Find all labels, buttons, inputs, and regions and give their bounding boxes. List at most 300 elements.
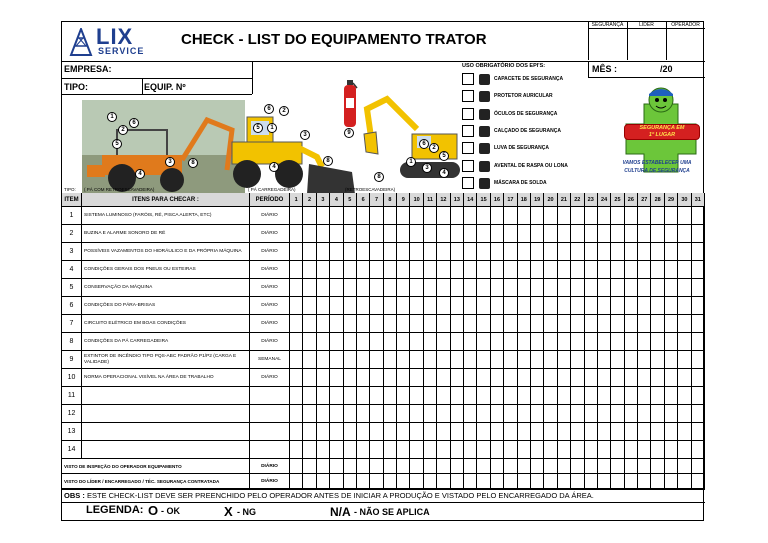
check-cell[interactable] [625, 261, 638, 279]
epi-checkbox[interactable] [462, 177, 474, 189]
check-cell[interactable] [638, 387, 651, 405]
check-cell[interactable] [598, 279, 611, 297]
visto-cell[interactable] [370, 459, 383, 474]
check-cell[interactable] [504, 405, 517, 423]
visto-cell[interactable] [357, 459, 370, 474]
check-cell[interactable] [678, 441, 691, 459]
visto-cell[interactable] [410, 459, 423, 474]
visto-cell[interactable] [290, 474, 303, 489]
visto-cell[interactable] [531, 459, 544, 474]
check-cell[interactable] [638, 351, 651, 369]
check-cell[interactable] [410, 279, 423, 297]
check-cell[interactable] [303, 351, 316, 369]
check-cell[interactable] [290, 225, 303, 243]
check-cell[interactable] [303, 423, 316, 441]
visto-cell[interactable] [344, 474, 357, 489]
check-cell[interactable] [424, 225, 437, 243]
check-cell[interactable] [290, 441, 303, 459]
check-cell[interactable] [357, 279, 370, 297]
check-cell[interactable] [598, 351, 611, 369]
check-cell[interactable] [598, 297, 611, 315]
check-cell[interactable] [571, 387, 584, 405]
check-cell[interactable] [451, 243, 464, 261]
check-cell[interactable] [558, 333, 571, 351]
check-cell[interactable] [651, 279, 664, 297]
check-cell[interactable] [424, 261, 437, 279]
visto-cell[interactable] [678, 459, 691, 474]
check-cell[interactable] [464, 387, 477, 405]
check-cell[interactable] [397, 243, 410, 261]
check-cell[interactable] [531, 297, 544, 315]
check-cell[interactable] [625, 207, 638, 225]
check-cell[interactable] [437, 387, 450, 405]
visto-cell[interactable] [451, 459, 464, 474]
check-cell[interactable] [638, 279, 651, 297]
check-cell[interactable] [290, 243, 303, 261]
check-cell[interactable] [571, 243, 584, 261]
check-cell[interactable] [451, 207, 464, 225]
check-cell[interactable] [410, 225, 423, 243]
check-cell[interactable] [625, 315, 638, 333]
check-cell[interactable] [651, 369, 664, 387]
visto-cell[interactable] [665, 474, 678, 489]
check-cell[interactable] [504, 243, 517, 261]
check-cell[interactable] [598, 261, 611, 279]
check-cell[interactable] [370, 297, 383, 315]
check-cell[interactable] [437, 279, 450, 297]
check-cell[interactable] [464, 207, 477, 225]
check-cell[interactable] [611, 207, 624, 225]
visto-cell[interactable] [692, 459, 705, 474]
check-cell[interactable] [464, 369, 477, 387]
check-cell[interactable] [531, 225, 544, 243]
check-cell[interactable] [531, 279, 544, 297]
check-cell[interactable] [384, 225, 397, 243]
visto-cell[interactable] [410, 474, 423, 489]
check-cell[interactable] [518, 261, 531, 279]
check-cell[interactable] [370, 369, 383, 387]
check-cell[interactable] [678, 243, 691, 261]
check-cell[interactable] [451, 279, 464, 297]
check-cell[interactable] [424, 207, 437, 225]
visto-cell[interactable] [558, 459, 571, 474]
check-cell[interactable] [518, 297, 531, 315]
check-cell[interactable] [451, 369, 464, 387]
visto-cell[interactable] [651, 474, 664, 489]
check-cell[interactable] [397, 423, 410, 441]
check-cell[interactable] [451, 387, 464, 405]
check-cell[interactable] [638, 423, 651, 441]
check-cell[interactable] [330, 387, 343, 405]
check-cell[interactable] [410, 441, 423, 459]
check-cell[interactable] [678, 279, 691, 297]
check-cell[interactable] [410, 405, 423, 423]
visto-cell[interactable] [625, 459, 638, 474]
check-cell[interactable] [585, 333, 598, 351]
check-cell[interactable] [665, 315, 678, 333]
check-cell[interactable] [692, 297, 705, 315]
check-cell[interactable] [571, 279, 584, 297]
check-cell[interactable] [558, 243, 571, 261]
check-cell[interactable] [290, 405, 303, 423]
check-cell[interactable] [317, 387, 330, 405]
check-cell[interactable] [357, 441, 370, 459]
check-cell[interactable] [303, 405, 316, 423]
visto-cell[interactable] [638, 459, 651, 474]
check-cell[interactable] [344, 441, 357, 459]
check-cell[interactable] [611, 369, 624, 387]
check-cell[interactable] [477, 261, 490, 279]
check-cell[interactable] [344, 423, 357, 441]
check-cell[interactable] [611, 333, 624, 351]
check-cell[interactable] [544, 243, 557, 261]
check-cell[interactable] [357, 387, 370, 405]
visto-cell[interactable] [370, 474, 383, 489]
check-cell[interactable] [357, 405, 370, 423]
check-cell[interactable] [598, 405, 611, 423]
visto-cell[interactable] [330, 459, 343, 474]
check-cell[interactable] [665, 441, 678, 459]
check-cell[interactable] [437, 315, 450, 333]
check-cell[interactable] [330, 333, 343, 351]
check-cell[interactable] [558, 207, 571, 225]
check-cell[interactable] [451, 261, 464, 279]
visto-cell[interactable] [317, 459, 330, 474]
check-cell[interactable] [357, 315, 370, 333]
check-cell[interactable] [464, 333, 477, 351]
check-cell[interactable] [330, 261, 343, 279]
check-cell[interactable] [518, 243, 531, 261]
check-cell[interactable] [651, 243, 664, 261]
check-cell[interactable] [303, 225, 316, 243]
check-cell[interactable] [638, 225, 651, 243]
check-cell[interactable] [678, 207, 691, 225]
check-cell[interactable] [384, 369, 397, 387]
check-cell[interactable] [477, 243, 490, 261]
check-cell[interactable] [585, 243, 598, 261]
visto-cell[interactable] [665, 459, 678, 474]
check-cell[interactable] [477, 207, 490, 225]
check-cell[interactable] [384, 405, 397, 423]
check-cell[interactable] [344, 333, 357, 351]
check-cell[interactable] [491, 351, 504, 369]
check-cell[interactable] [638, 369, 651, 387]
check-cell[interactable] [317, 243, 330, 261]
check-cell[interactable] [330, 351, 343, 369]
check-cell[interactable] [437, 261, 450, 279]
check-cell[interactable] [692, 243, 705, 261]
visto-cell[interactable] [571, 459, 584, 474]
check-cell[interactable] [464, 315, 477, 333]
visto-cell[interactable] [464, 459, 477, 474]
check-cell[interactable] [464, 441, 477, 459]
check-cell[interactable] [344, 207, 357, 225]
visto-cell[interactable] [585, 459, 598, 474]
check-cell[interactable] [585, 441, 598, 459]
check-cell[interactable] [544, 351, 557, 369]
visto-cell[interactable] [303, 459, 316, 474]
visto-cell[interactable] [477, 459, 490, 474]
check-cell[interactable] [384, 351, 397, 369]
check-cell[interactable] [370, 405, 383, 423]
check-cell[interactable] [370, 243, 383, 261]
check-cell[interactable] [491, 387, 504, 405]
check-cell[interactable] [558, 297, 571, 315]
check-cell[interactable] [397, 207, 410, 225]
check-cell[interactable] [317, 297, 330, 315]
check-cell[interactable] [344, 315, 357, 333]
check-cell[interactable] [424, 405, 437, 423]
check-cell[interactable] [585, 279, 598, 297]
check-cell[interactable] [611, 387, 624, 405]
visto-cell[interactable] [544, 459, 557, 474]
check-cell[interactable] [370, 351, 383, 369]
check-cell[interactable] [692, 351, 705, 369]
check-cell[interactable] [464, 405, 477, 423]
check-cell[interactable] [558, 405, 571, 423]
check-cell[interactable] [477, 315, 490, 333]
check-cell[interactable] [437, 207, 450, 225]
check-cell[interactable] [504, 225, 517, 243]
check-cell[interactable] [303, 207, 316, 225]
check-cell[interactable] [678, 405, 691, 423]
check-cell[interactable] [558, 387, 571, 405]
check-cell[interactable] [437, 333, 450, 351]
visto-cell[interactable] [598, 459, 611, 474]
check-cell[interactable] [651, 333, 664, 351]
check-cell[interactable] [317, 333, 330, 351]
check-cell[interactable] [651, 441, 664, 459]
check-cell[interactable] [544, 297, 557, 315]
check-cell[interactable] [424, 387, 437, 405]
visto-cell[interactable] [518, 474, 531, 489]
check-cell[interactable] [330, 441, 343, 459]
check-cell[interactable] [692, 441, 705, 459]
check-cell[interactable] [544, 261, 557, 279]
visto-cell[interactable] [625, 474, 638, 489]
check-cell[interactable] [477, 297, 490, 315]
check-cell[interactable] [303, 369, 316, 387]
check-cell[interactable] [625, 369, 638, 387]
check-cell[interactable] [598, 315, 611, 333]
visto-cell[interactable] [638, 474, 651, 489]
check-cell[interactable] [424, 333, 437, 351]
check-cell[interactable] [611, 225, 624, 243]
check-cell[interactable] [384, 261, 397, 279]
check-cell[interactable] [651, 207, 664, 225]
check-cell[interactable] [344, 351, 357, 369]
check-cell[interactable] [692, 261, 705, 279]
visto-cell[interactable] [451, 474, 464, 489]
check-cell[interactable] [611, 261, 624, 279]
check-cell[interactable] [651, 225, 664, 243]
check-cell[interactable] [357, 225, 370, 243]
check-cell[interactable] [665, 369, 678, 387]
check-cell[interactable] [317, 405, 330, 423]
check-cell[interactable] [451, 423, 464, 441]
check-cell[interactable] [424, 279, 437, 297]
check-cell[interactable] [611, 315, 624, 333]
check-cell[interactable] [410, 423, 423, 441]
check-cell[interactable] [692, 225, 705, 243]
check-cell[interactable] [410, 297, 423, 315]
check-cell[interactable] [410, 333, 423, 351]
check-cell[interactable] [611, 297, 624, 315]
check-cell[interactable] [585, 423, 598, 441]
check-cell[interactable] [531, 333, 544, 351]
check-cell[interactable] [303, 243, 316, 261]
check-cell[interactable] [303, 333, 316, 351]
check-cell[interactable] [464, 297, 477, 315]
check-cell[interactable] [290, 297, 303, 315]
visto-cell[interactable] [424, 459, 437, 474]
check-cell[interactable] [451, 333, 464, 351]
check-cell[interactable] [357, 333, 370, 351]
check-cell[interactable] [504, 387, 517, 405]
check-cell[interactable] [464, 243, 477, 261]
check-cell[interactable] [544, 405, 557, 423]
check-cell[interactable] [410, 315, 423, 333]
check-cell[interactable] [290, 369, 303, 387]
check-cell[interactable] [651, 423, 664, 441]
check-cell[interactable] [625, 405, 638, 423]
check-cell[interactable] [410, 369, 423, 387]
visto-cell[interactable] [303, 474, 316, 489]
visto-cell[interactable] [344, 459, 357, 474]
visto-cell[interactable] [611, 474, 624, 489]
check-cell[interactable] [544, 423, 557, 441]
check-cell[interactable] [384, 333, 397, 351]
visto-cell[interactable] [491, 459, 504, 474]
visto-cell[interactable] [477, 474, 490, 489]
check-cell[interactable] [384, 297, 397, 315]
visto-cell[interactable] [531, 474, 544, 489]
check-cell[interactable] [290, 423, 303, 441]
check-cell[interactable] [571, 333, 584, 351]
check-cell[interactable] [370, 387, 383, 405]
check-cell[interactable] [518, 351, 531, 369]
check-cell[interactable] [317, 369, 330, 387]
check-cell[interactable] [491, 279, 504, 297]
check-cell[interactable] [678, 387, 691, 405]
check-cell[interactable] [638, 261, 651, 279]
check-cell[interactable] [611, 351, 624, 369]
check-cell[interactable] [397, 333, 410, 351]
check-cell[interactable] [678, 369, 691, 387]
check-cell[interactable] [531, 207, 544, 225]
check-cell[interactable] [558, 315, 571, 333]
visto-cell[interactable] [290, 459, 303, 474]
visto-cell[interactable] [384, 474, 397, 489]
check-cell[interactable] [558, 369, 571, 387]
check-cell[interactable] [638, 333, 651, 351]
check-cell[interactable] [344, 405, 357, 423]
check-cell[interactable] [544, 333, 557, 351]
check-cell[interactable] [290, 261, 303, 279]
check-cell[interactable] [397, 297, 410, 315]
check-cell[interactable] [397, 441, 410, 459]
visto-cell[interactable] [384, 459, 397, 474]
check-cell[interactable] [651, 387, 664, 405]
check-cell[interactable] [437, 351, 450, 369]
check-cell[interactable] [558, 261, 571, 279]
check-cell[interactable] [518, 369, 531, 387]
check-cell[interactable] [544, 315, 557, 333]
check-cell[interactable] [638, 297, 651, 315]
check-cell[interactable] [585, 387, 598, 405]
check-cell[interactable] [611, 243, 624, 261]
check-cell[interactable] [464, 261, 477, 279]
check-cell[interactable] [451, 225, 464, 243]
check-cell[interactable] [598, 441, 611, 459]
check-cell[interactable] [317, 207, 330, 225]
check-cell[interactable] [651, 351, 664, 369]
check-cell[interactable] [491, 315, 504, 333]
check-cell[interactable] [625, 423, 638, 441]
check-cell[interactable] [491, 225, 504, 243]
check-cell[interactable] [692, 423, 705, 441]
check-cell[interactable] [544, 387, 557, 405]
check-cell[interactable] [397, 225, 410, 243]
check-cell[interactable] [531, 369, 544, 387]
check-cell[interactable] [625, 441, 638, 459]
epi-checkbox[interactable] [462, 125, 474, 137]
check-cell[interactable] [625, 225, 638, 243]
check-cell[interactable] [665, 279, 678, 297]
check-cell[interactable] [585, 261, 598, 279]
check-cell[interactable] [410, 261, 423, 279]
check-cell[interactable] [317, 279, 330, 297]
check-cell[interactable] [678, 315, 691, 333]
check-cell[interactable] [330, 423, 343, 441]
check-cell[interactable] [330, 297, 343, 315]
check-cell[interactable] [491, 369, 504, 387]
check-cell[interactable] [585, 351, 598, 369]
check-cell[interactable] [665, 243, 678, 261]
epi-checkbox[interactable] [462, 73, 474, 85]
check-cell[interactable] [357, 261, 370, 279]
check-cell[interactable] [625, 297, 638, 315]
check-cell[interactable] [330, 315, 343, 333]
check-cell[interactable] [290, 279, 303, 297]
check-cell[interactable] [330, 243, 343, 261]
check-cell[interactable] [678, 261, 691, 279]
epi-checkbox[interactable] [462, 160, 474, 172]
check-cell[interactable] [504, 441, 517, 459]
visto-cell[interactable] [330, 474, 343, 489]
check-cell[interactable] [437, 423, 450, 441]
check-cell[interactable] [330, 405, 343, 423]
check-cell[interactable] [598, 333, 611, 351]
check-cell[interactable] [317, 351, 330, 369]
check-cell[interactable] [437, 441, 450, 459]
check-cell[interactable] [370, 315, 383, 333]
visto-cell[interactable] [544, 474, 557, 489]
check-cell[interactable] [504, 351, 517, 369]
check-cell[interactable] [665, 261, 678, 279]
check-cell[interactable] [504, 369, 517, 387]
check-cell[interactable] [504, 261, 517, 279]
check-cell[interactable] [544, 441, 557, 459]
check-cell[interactable] [571, 225, 584, 243]
check-cell[interactable] [424, 441, 437, 459]
check-cell[interactable] [571, 441, 584, 459]
check-cell[interactable] [504, 279, 517, 297]
visto-cell[interactable] [424, 474, 437, 489]
check-cell[interactable] [477, 441, 490, 459]
check-cell[interactable] [571, 405, 584, 423]
check-cell[interactable] [424, 351, 437, 369]
